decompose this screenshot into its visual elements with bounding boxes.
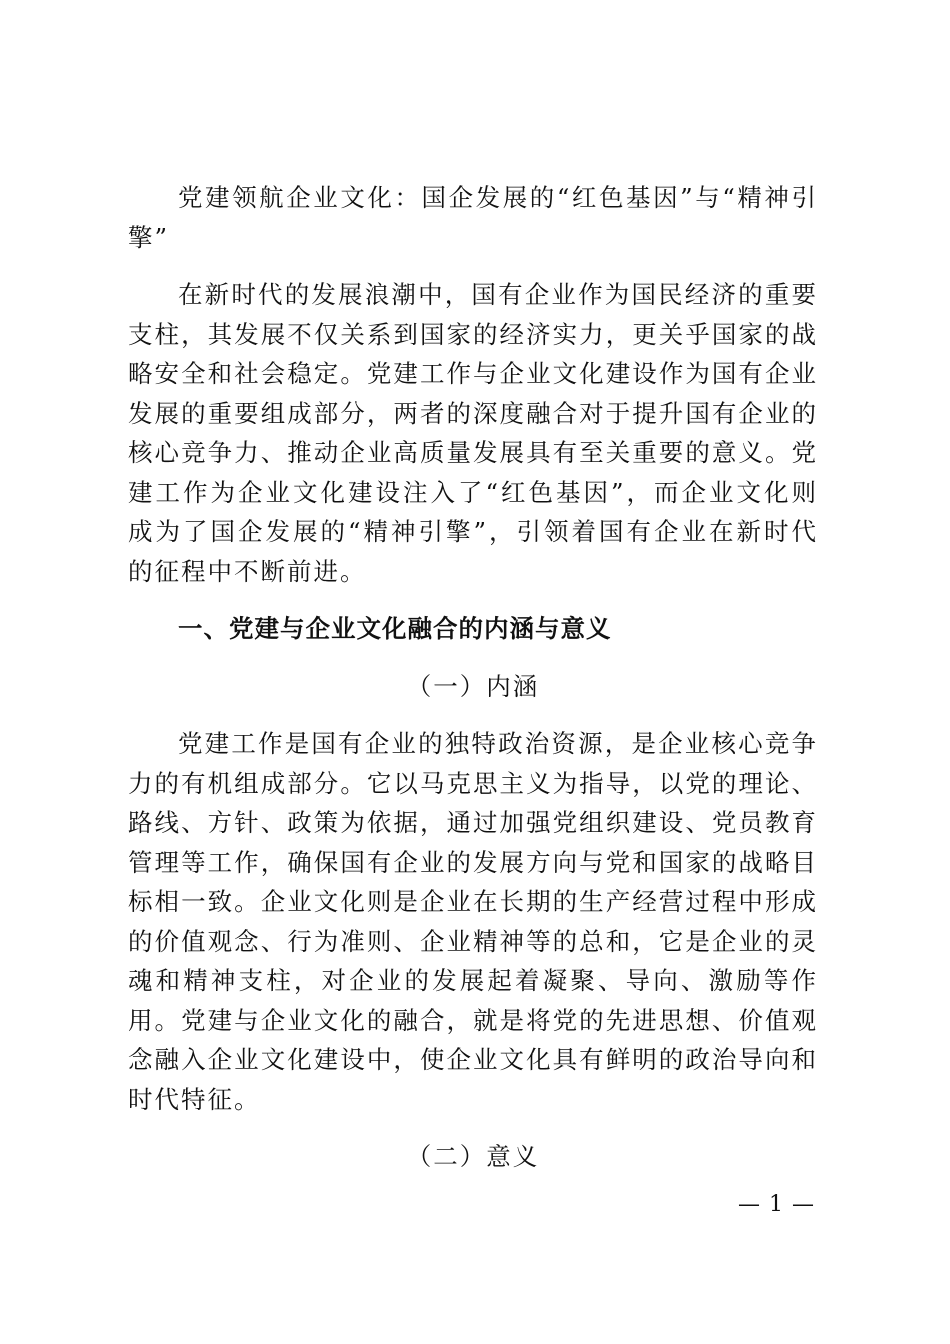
section-heading: 一、党建与企业文化融合的内涵与意义 — [178, 614, 612, 643]
spacer — [128, 591, 818, 609]
page-number: — 1 — — [738, 1192, 815, 1217]
spacer — [128, 1119, 818, 1137]
subsection-heading-2: （二）意义 — [406, 1142, 540, 1171]
subsection-paragraph: 党建工作是国有企业的独特政治资源，是企业核心竞争力的有机组成部分。它以马克思主义为指导，以党的理论、路线、方针、政策为依据，通过加强党组织建设、党员教育管理等工作，确保国有企业的发展方向与党和国家的战略目标相一致。企业文化则是企业在长期的生产经营过程中形成的价值观念、行为准则、企业精神等的总和，它是企业的灵魂和精神支柱，对企业的发展起着凝聚、导向、激励等作用。党建与企业文化的融合，就是将党的先进思想、价值观念融入企业文化建设中，使企业文化具有鲜明的政治导向和时代特征。 — [128, 729, 818, 1114]
spacer — [128, 257, 818, 275]
document-title: 党建领航企业文化：国企发展的“红色基因”与“精神引擎” — [128, 183, 818, 252]
document-body — [128, 178, 818, 1177]
intro-paragraph: 在新时代的发展浪潮中，国有企业作为国民经济的重要支柱，其发展不仅关系到国家的经济实力，更关乎国家的战略安全和社会稳定。党建工作与企业文化建设作为国有企业发展的重要组成部分，两者的深度融合对于提升国有企业的核心竞争力、推动企业高质量发展具有至关重要的意义。党建工作为企业文化建设注入了“红色基因”，而企业文化则成为了国企发展的“精神引擎”，引领着国有企业在新时代的征程中不断前进。 — [128, 280, 818, 586]
spacer — [128, 649, 818, 667]
subsection-heading: （一）内涵 — [406, 671, 540, 701]
spacer — [128, 706, 818, 724]
